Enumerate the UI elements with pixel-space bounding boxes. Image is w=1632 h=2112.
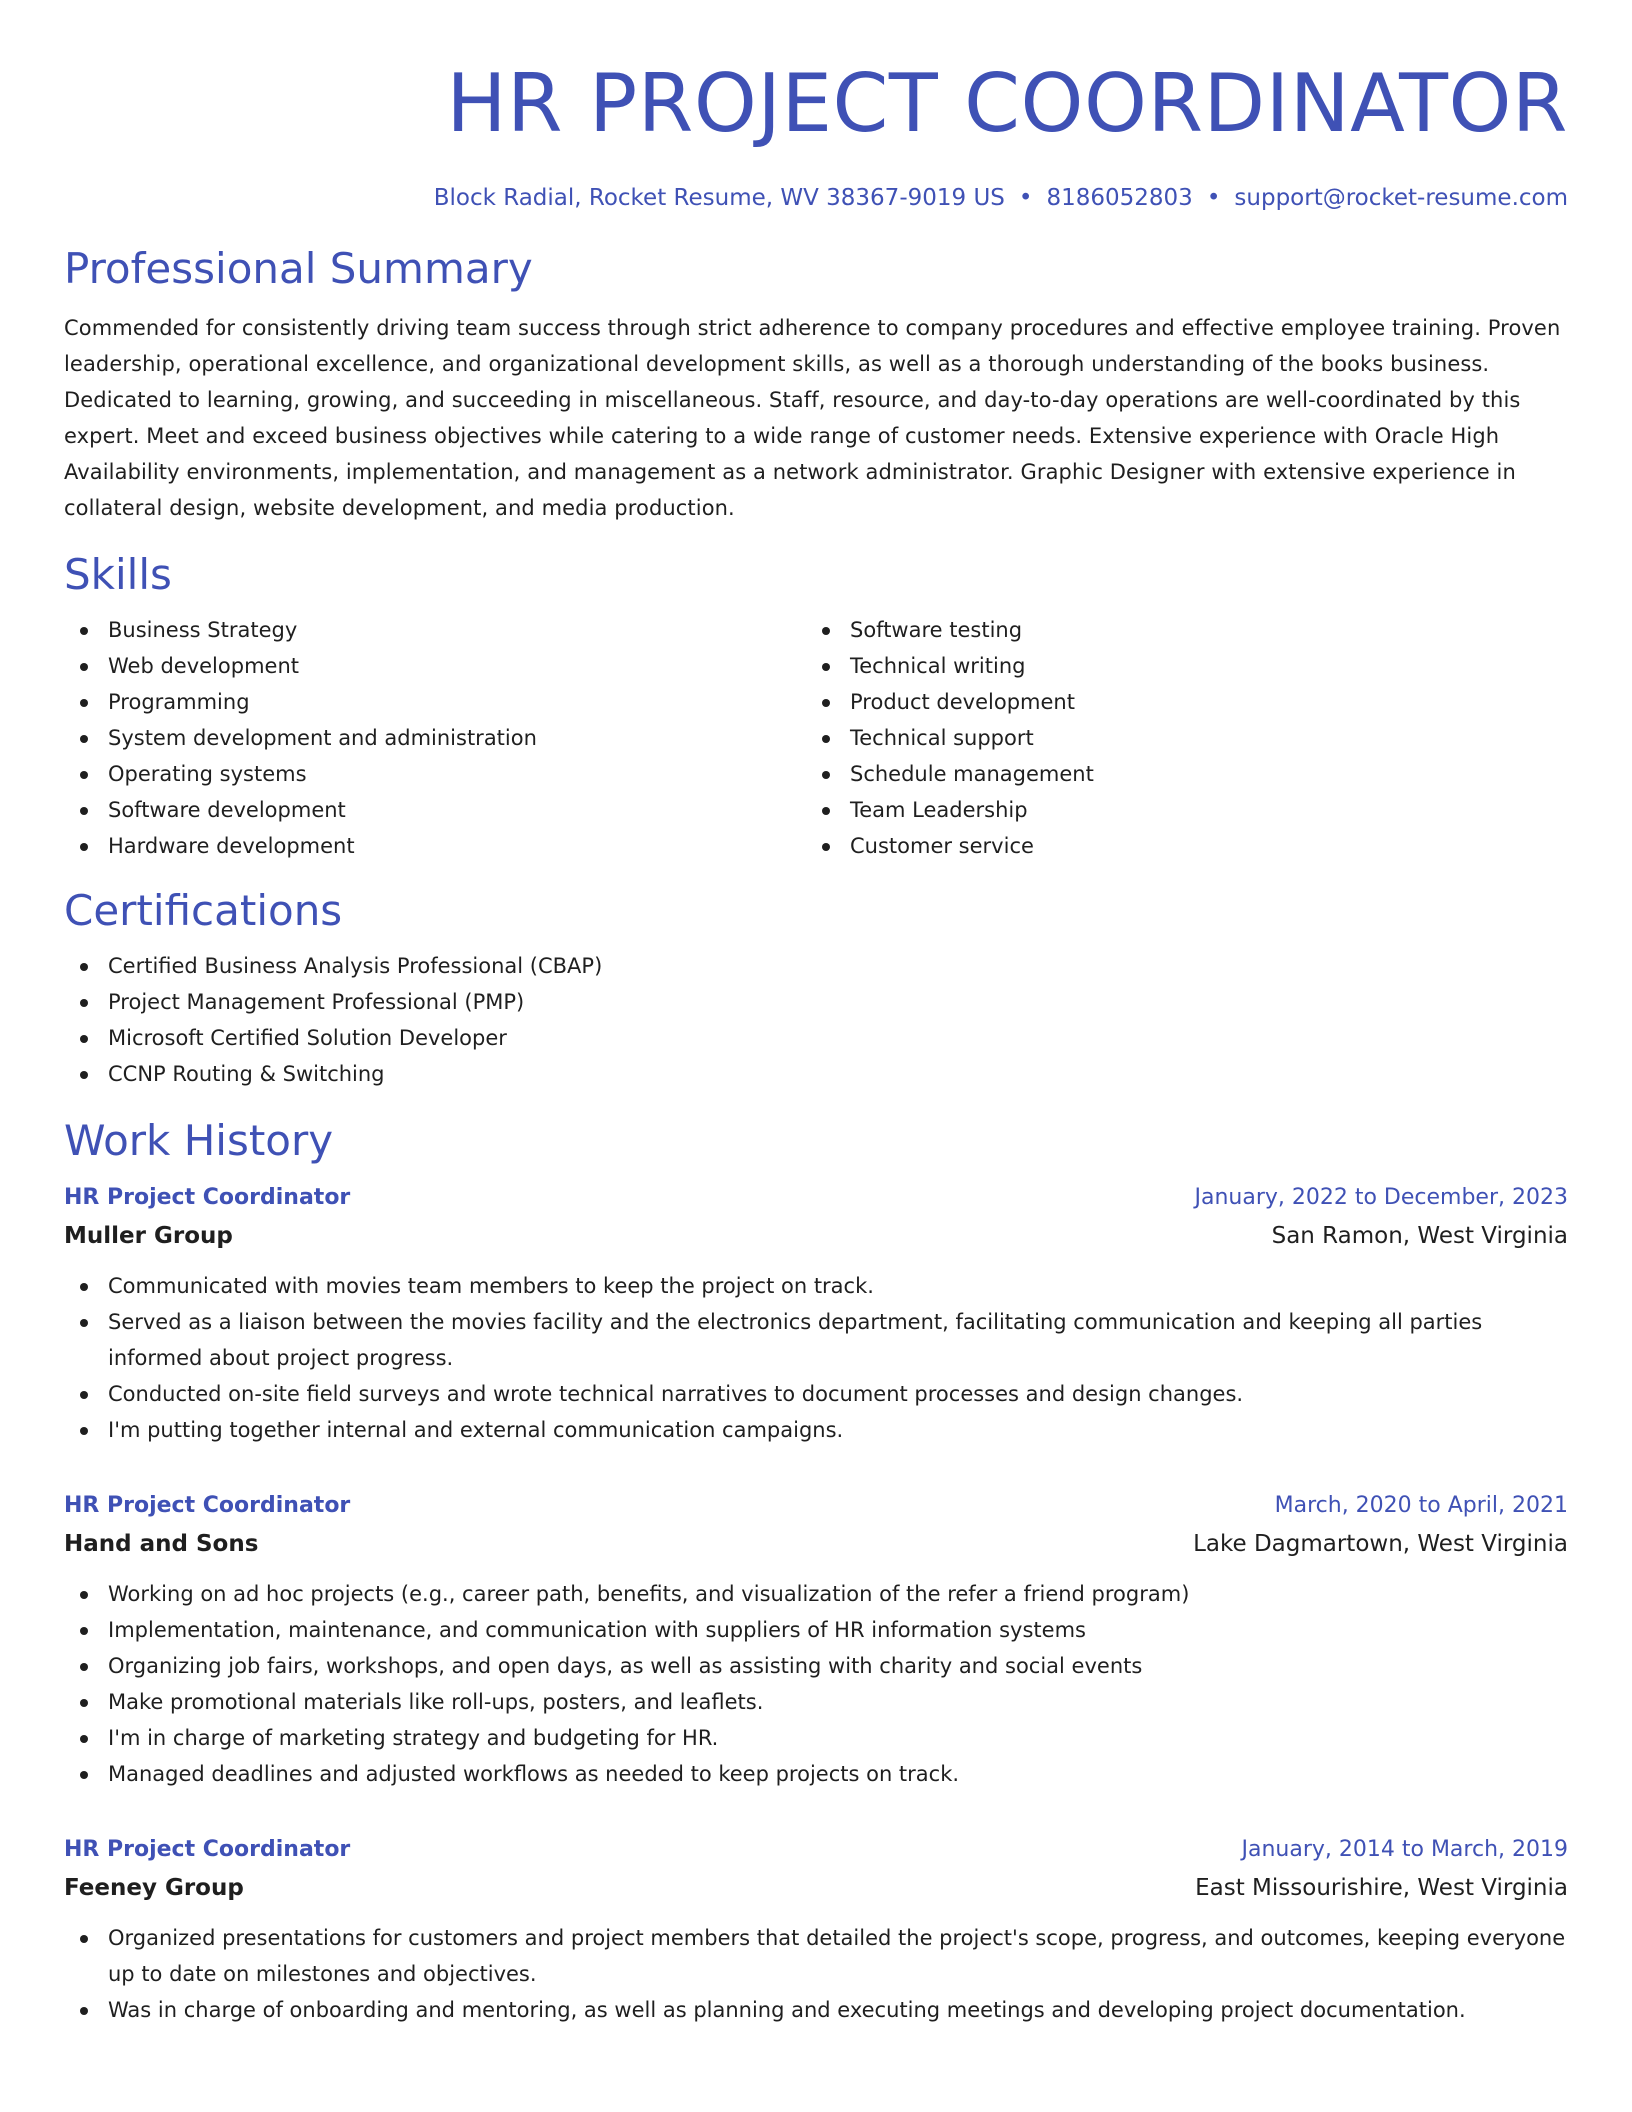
job-bullet: Was in charge of onboarding and mentoring, as well as planning and executing meetings and developing project documentation. xyxy=(64,1992,1568,2028)
job-bullet: Working on ad hoc projects (e.g., career path, benefits, and visualization of the refer a friend program) xyxy=(64,1576,1568,1612)
job-bullet: Organized presentations for customers and project members that detailed the project's scope, progress, and outcomes, keeping everyone up to date on milestones and objectives. xyxy=(64,1920,1568,1992)
skill-item: Schedule management xyxy=(806,756,1548,792)
job-company-row xyxy=(64,1868,1568,1908)
job-bullet: I'm in charge of marketing strategy and budgeting for HR. xyxy=(64,1720,1568,1756)
skill-item: Business Strategy xyxy=(64,612,806,648)
summary-text: Commended for consistently driving team success through strict adherence to company procedures and effective employee training. Proven leadership, operational excellence, and organizational development skills, as well as a thorough understanding of the books business. Dedicated to learning, growing, and succeeding in miscellaneous. Staff, resource, and day-to-day operations are well-coordinated by this expert. Meet and exceed business objectives while catering to a wide range of customer needs. Extensive experience with Oracle High Availability environments, implementation, and management as a network administrator. Graphic Designer with extensive experience in collateral design, website development, and media production. xyxy=(64,316,1561,520)
resume-page xyxy=(64,0,1568,2028)
skills-left-column xyxy=(64,612,806,864)
certification-item: Project Management Professional (PMP) xyxy=(64,984,1568,1020)
job-bullet: Make promotional materials like roll-ups, posters, and leaflets. xyxy=(64,1684,1568,1720)
job-title-row xyxy=(64,1488,1568,1524)
job-company-row xyxy=(64,1524,1568,1564)
certification-item: Certified Business Analysis Professional (CBAP) xyxy=(64,948,1568,984)
job-title: HR Project Coordinator xyxy=(64,1493,351,1518)
job-bullets xyxy=(64,1576,1568,1792)
skill-item: Technical support xyxy=(806,720,1548,756)
job-entry xyxy=(64,1180,1568,1448)
skills-grid xyxy=(64,612,1568,864)
job-bullet: Implementation, maintenance, and communication with suppliers of HR information systems xyxy=(64,1612,1568,1648)
contact-email: support@rocket-resume.com xyxy=(1234,185,1568,211)
skill-item: Hardware development xyxy=(64,828,806,864)
job-entry xyxy=(64,1488,1568,1792)
job-bullets xyxy=(64,1920,1568,2028)
contact-address: Block Radial, Rocket Resume, WV 38367-9019 US xyxy=(433,185,1005,211)
job-company: Hand and Sons xyxy=(64,1531,259,1557)
certifications-heading: Certifications xyxy=(64,886,343,935)
job-bullet: Organizing job fairs, workshops, and open days, as well as assisting with charity and social events xyxy=(64,1648,1568,1684)
summary-heading: Professional Summary xyxy=(64,244,533,293)
job-bullet: Served as a liaison between the movies facility and the electronics department, facilitating communication and keeping all parties informed about project progress. xyxy=(64,1304,1568,1376)
work-history-heading: Work History xyxy=(64,1116,334,1165)
job-dates: March, 2020 to April, 2021 xyxy=(1274,1493,1568,1518)
job-location: San Ramon, West Virginia xyxy=(1271,1223,1568,1249)
job-title: HR Project Coordinator xyxy=(64,1185,351,1210)
job-company-row xyxy=(64,1216,1568,1256)
skills-heading: Skills xyxy=(64,550,172,599)
certification-item: CCNP Routing & Switching xyxy=(64,1056,1568,1092)
job-company: Feeney Group xyxy=(64,1875,244,1901)
contact-line xyxy=(64,182,1568,214)
certification-item: Microsoft Certified Solution Developer xyxy=(64,1020,1568,1056)
job-bullet: Managed deadlines and adjusted workflows as needed to keep projects on track. xyxy=(64,1756,1568,1792)
skill-item: Software development xyxy=(64,792,806,828)
job-dates: January, 2022 to December, 2023 xyxy=(1194,1185,1568,1210)
job-company: Muller Group xyxy=(64,1223,233,1249)
skill-item: Technical writing xyxy=(806,648,1548,684)
job-location: East Missourishire, West Virginia xyxy=(1195,1875,1568,1901)
job-dates: January, 2014 to March, 2019 xyxy=(1241,1837,1568,1862)
job-title-row xyxy=(64,1180,1568,1216)
skill-item: Software testing xyxy=(806,612,1548,648)
job-bullet: I'm putting together internal and external communication campaigns. xyxy=(64,1412,1568,1448)
skill-item: Programming xyxy=(64,684,806,720)
skill-item: Product development xyxy=(806,684,1548,720)
job-bullets xyxy=(64,1268,1568,1448)
resume-title: HR PROJECT COORDINATOR xyxy=(446,57,1568,150)
job-location: Lake Dagmartown, West Virginia xyxy=(1193,1531,1568,1557)
contact-separator: • xyxy=(1206,185,1221,211)
skill-item: Customer service xyxy=(806,828,1548,864)
certifications-list xyxy=(64,948,1568,1092)
job-title-row xyxy=(64,1832,1568,1868)
skill-item: Team Leadership xyxy=(806,792,1548,828)
contact-separator: • xyxy=(1018,185,1033,211)
contact-phone: 8186052803 xyxy=(1046,185,1193,211)
skill-item: Operating systems xyxy=(64,756,806,792)
skill-item: System development and administration xyxy=(64,720,806,756)
skill-item: Web development xyxy=(64,648,806,684)
job-entry xyxy=(64,1832,1568,2028)
skills-right-column xyxy=(806,612,1548,864)
job-bullet: Conducted on-site field surveys and wrote technical narratives to document processes and design changes. xyxy=(64,1376,1568,1412)
job-bullet: Communicated with movies team members to keep the project on track. xyxy=(64,1268,1568,1304)
job-title: HR Project Coordinator xyxy=(64,1837,351,1862)
